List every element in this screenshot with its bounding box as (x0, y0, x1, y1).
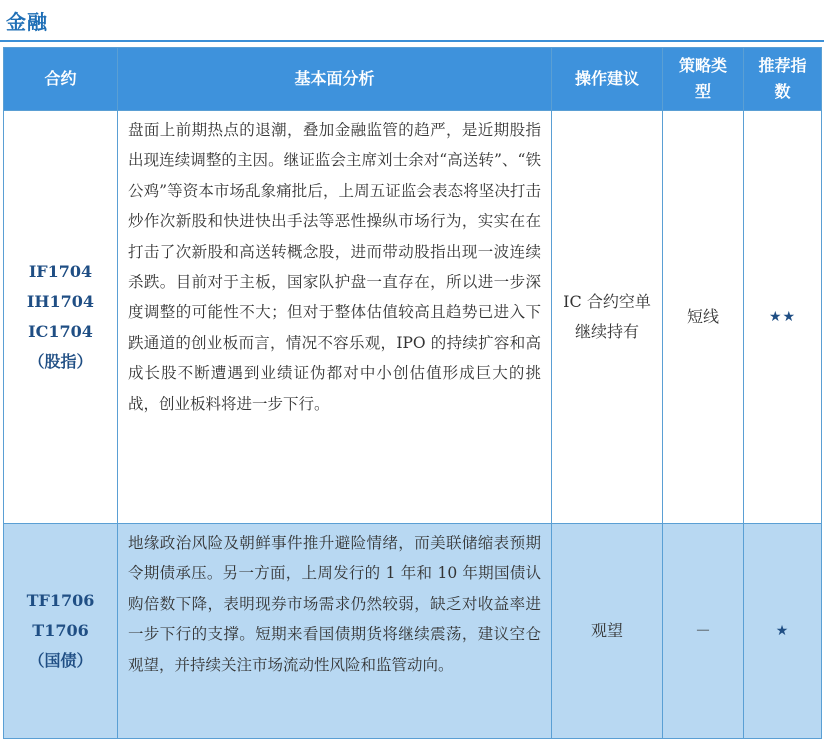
contract-cell (4, 111, 118, 524)
strategy-type-cell: 短线 (663, 111, 744, 524)
contract-code: IC1704 (28, 322, 93, 341)
analysis-cell: 盘面上前期热点的退潮，叠加金融监管的趋严，是近期股指出现连续调整的主因。继证监会主席刘士余对“高送转”、“铁公鸡”等资本市场乱象痛批后，上周五证监会表态将坚决打击炒作次新股和快进快出手法等恶性操纵市场行为，实实在在打击了次新股和高送转概念股，进而带动股指出现一波连续杀跌。目前对于主板，国家队护盘一直存在，所以进一步深度调整的可能性不大；但对于整体估值较高且趋势已进入下跌通道的创业板而言，情况不容乐观，IPO 的持续扩容和高成长股不断遭遇到业绩证伪都对中小创估值形成巨大的挑战，创业板料将进一步下行。 (118, 111, 552, 524)
table-row (4, 111, 822, 524)
advice-cell: 观望 (552, 524, 663, 739)
contract-category: （国债） (28, 651, 93, 670)
futures-strategy-table (3, 47, 822, 739)
contract-category: （股指） (28, 352, 93, 371)
table-row (4, 524, 822, 739)
strategy-type-cell: － (663, 524, 744, 739)
header-advice: 操作建议 (552, 48, 663, 111)
section-title: 金融 (6, 10, 48, 34)
header-contract: 合约 (4, 48, 118, 111)
contract-code: IF1704 (28, 262, 93, 281)
table-header-row (4, 48, 822, 111)
contract-cell (4, 524, 118, 739)
contract-code: T1706 (32, 621, 89, 640)
rating-stars: ★★ (744, 111, 822, 524)
title-divider (0, 40, 824, 42)
header-analysis: 基本面分析 (118, 48, 552, 111)
rating-stars: ★ (744, 524, 822, 739)
header-rating: 推荐指数 (744, 48, 822, 111)
contract-code: IH1704 (26, 292, 95, 311)
header-strategy-type: 策略类型 (663, 48, 744, 111)
advice-cell: IC 合约空单继续持有 (552, 111, 663, 524)
contract-code: TF1706 (26, 591, 95, 610)
analysis-cell: 地缘政治风险及朝鲜事件推升避险情绪，而美联储缩表预期令期债承压。另一方面，上周发行的 1 年和 10 年期国债认购倍数下降，表明现券市场需求仍然较弱，缺乏对收益率进一步下行的支撑。短期来看国债期货将继续震荡，建议空仓观望，并持续关注市场流动性风险和监管动向。 (118, 524, 552, 739)
